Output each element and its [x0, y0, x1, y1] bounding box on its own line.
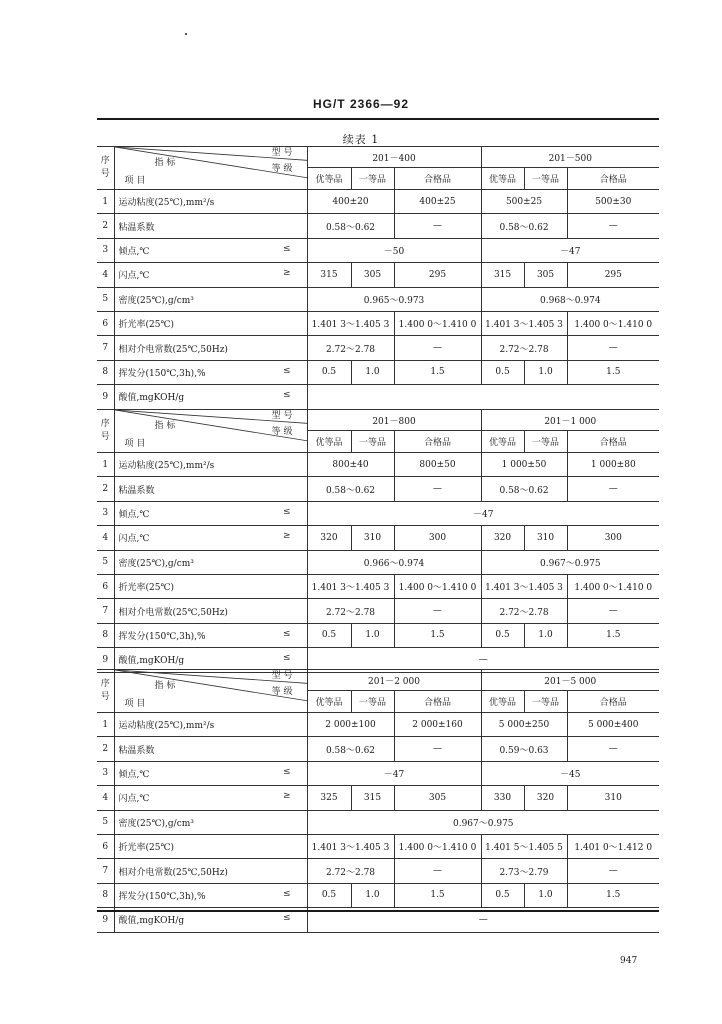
row-number: 6: [97, 834, 114, 858]
value-cell: 1.400 0～1.410 0: [394, 311, 481, 335]
value-cell: －47: [481, 238, 659, 262]
value-cell: 315: [481, 263, 524, 287]
item-name: 酸值,mgKOH/g: [118, 916, 185, 927]
seq-header: [97, 410, 114, 453]
model-header: 201－800: [307, 410, 481, 431]
value-cell: 305: [351, 263, 394, 287]
item-cell: [114, 810, 307, 834]
table-row: [97, 360, 659, 384]
value-cell: 1.5: [567, 623, 659, 647]
value-cell: 325: [307, 786, 351, 810]
item-name: 挥发分(150℃,3h),%: [118, 891, 206, 902]
item-cell: [114, 713, 307, 737]
value-cell: 1.401 3～1.405 3: [307, 574, 394, 598]
relation-symbol: ≥: [282, 268, 291, 279]
value-cell: 2 000±100: [307, 713, 394, 737]
table-row: [97, 526, 659, 550]
item-name: 密度(25℃),g/cm³: [118, 818, 194, 829]
item-name: 运动粘度(25℃),mm²/s: [118, 198, 215, 209]
model-header: 201－1 000: [481, 410, 659, 431]
value-cell: 1.0: [351, 623, 394, 647]
row-number: 1: [97, 453, 114, 477]
value-cell: 0.5: [307, 883, 351, 907]
value-cell: 310: [351, 526, 394, 550]
table-row: [97, 287, 659, 311]
item-cell: [114, 238, 307, 262]
row-number: 4: [97, 526, 114, 550]
table-row: [97, 214, 659, 238]
diagonal-header-cell: [114, 410, 307, 453]
value-cell: 1.0: [524, 360, 567, 384]
index-label: 指 标: [154, 681, 176, 691]
table-row: [97, 263, 659, 287]
value-cell: [307, 385, 659, 409]
document-header: HG/T 2366—92: [312, 97, 410, 111]
item-cell: [114, 526, 307, 550]
row-number: 7: [97, 599, 114, 623]
value-cell: 1.5: [394, 623, 481, 647]
table-caption: 续表 1: [342, 133, 380, 146]
value-cell: 320: [481, 526, 524, 550]
relation-symbol: ≤: [282, 888, 291, 899]
value-cell: 0.966～0.974: [307, 550, 481, 574]
value-cell: —: [567, 859, 659, 883]
value-cell: 0.5: [481, 883, 524, 907]
item-name: 相对介电常数(25℃,50Hz): [118, 867, 228, 878]
item-cell: [114, 501, 307, 525]
item-cell: [114, 453, 307, 477]
item-cell: [114, 477, 307, 501]
value-cell: 300: [394, 526, 481, 550]
value-cell: 0.967～0.975: [307, 810, 659, 834]
relation-symbol: ≥: [282, 791, 291, 802]
grade-header: 一等品: [524, 168, 567, 190]
value-cell: 1 000±80: [567, 453, 659, 477]
row-number: 2: [97, 737, 114, 761]
value-cell: 5 000±400: [567, 713, 659, 737]
item-label: 项 目: [124, 439, 146, 449]
value-cell: —: [394, 859, 481, 883]
item-cell: [114, 737, 307, 761]
grade-label: 等 级: [271, 687, 293, 697]
item-name: 相对介电常数(25℃,50Hz): [118, 344, 228, 355]
value-cell: —: [394, 336, 481, 360]
table-row: [97, 550, 659, 574]
item-cell: [114, 214, 307, 238]
item-name: 倾点,℃: [118, 246, 150, 257]
row-number: 8: [97, 360, 114, 384]
row-number: 2: [97, 477, 114, 501]
row-number: 3: [97, 761, 114, 785]
model-header: 201－5 000: [481, 670, 659, 691]
model-header: 201－400: [307, 147, 481, 168]
row-number: 4: [97, 786, 114, 810]
value-cell: 1.5: [567, 360, 659, 384]
value-cell: 2.72～2.78: [307, 599, 394, 623]
value-cell: 0.58～0.62: [307, 477, 394, 501]
item-name: 酸值,mgKOH/g: [118, 656, 185, 667]
seq-label-1: 序: [100, 419, 110, 429]
value-cell: 315: [351, 786, 394, 810]
value-cell: 1.400 0～1.410 0: [567, 574, 659, 598]
value-cell: 305: [524, 263, 567, 287]
table-row: [97, 737, 659, 761]
value-cell: 1 000±50: [481, 453, 567, 477]
value-cell: 500±25: [481, 190, 567, 214]
item-name: 密度(25℃),g/cm³: [118, 558, 194, 569]
value-cell: －45: [481, 761, 659, 785]
value-cell: —: [567, 737, 659, 761]
row-number: 4: [97, 263, 114, 287]
value-cell: 1.5: [394, 360, 481, 384]
value-cell: 320: [524, 786, 567, 810]
value-cell: 0.58～0.62: [481, 477, 567, 501]
row-number: 1: [97, 190, 114, 214]
value-cell: 500±30: [567, 190, 659, 214]
row-number: 1: [97, 713, 114, 737]
spec-table: [97, 146, 659, 410]
value-cell: —: [567, 336, 659, 360]
item-name: 运动粘度(25℃),mm²/s: [118, 461, 215, 472]
item-cell: [114, 834, 307, 858]
value-cell: 2.72～2.78: [307, 336, 394, 360]
relation-symbol: ≤: [282, 390, 291, 401]
value-cell: 315: [307, 263, 351, 287]
table-row: [97, 336, 659, 360]
table-row: [97, 883, 659, 907]
row-number: 9: [97, 385, 114, 409]
value-cell: 0.58～0.62: [307, 214, 394, 238]
row-number: 9: [97, 648, 114, 672]
value-cell: 800±50: [394, 453, 481, 477]
model-label: 型 号: [271, 148, 293, 158]
item-name: 折光率(25℃): [118, 583, 175, 594]
grade-header: 一等品: [351, 168, 394, 190]
item-name: 粘温系数: [118, 485, 155, 496]
item-name: 挥发分(150℃,3h),%: [118, 368, 206, 379]
row-number: 3: [97, 238, 114, 262]
seq-label-1: 序: [100, 679, 110, 689]
seq-label-2: 号: [100, 169, 110, 179]
value-cell: 2.72～2.78: [481, 599, 567, 623]
row-number: 5: [97, 810, 114, 834]
relation-symbol: ≤: [282, 653, 291, 664]
table-row: [97, 477, 659, 501]
value-cell: 1.0: [351, 883, 394, 907]
grade-header: 优等品: [307, 431, 351, 453]
value-cell: 1.400 0～1.410 0: [567, 311, 659, 335]
spec-table: [97, 409, 659, 673]
item-cell: [114, 311, 307, 335]
item-label: 项 目: [124, 699, 146, 709]
value-cell: 1.0: [524, 623, 567, 647]
item-name: 运动粘度(25℃),mm²/s: [118, 721, 215, 732]
item-cell: [114, 859, 307, 883]
scan-speck: [185, 33, 187, 35]
value-cell: 0.968～0.974: [481, 287, 659, 311]
table-row: [97, 501, 659, 525]
table-row: [97, 599, 659, 623]
row-number: 5: [97, 287, 114, 311]
item-name: 折光率(25℃): [118, 320, 175, 331]
item-cell: [114, 599, 307, 623]
item-cell: [114, 336, 307, 360]
value-cell: 5 000±250: [481, 713, 567, 737]
value-cell: 1.0: [351, 360, 394, 384]
value-cell: －50: [307, 238, 481, 262]
value-cell: 300: [567, 526, 659, 550]
value-cell: 1.401 3～1.405 3: [307, 311, 394, 335]
value-cell: —: [394, 599, 481, 623]
table-row: [97, 810, 659, 834]
item-name: 倾点,℃: [118, 509, 150, 520]
grade-header: 一等品: [524, 431, 567, 453]
value-cell: —: [567, 477, 659, 501]
bottom-rule: [97, 910, 659, 912]
row-number: 2: [97, 214, 114, 238]
table-row: [97, 623, 659, 647]
value-cell: 320: [307, 526, 351, 550]
item-cell: [114, 761, 307, 785]
item-name: 挥发分(150℃,3h),%: [118, 631, 206, 642]
relation-symbol: ≤: [282, 506, 291, 517]
value-cell: －47: [307, 761, 481, 785]
value-cell: 1.400 0～1.410 0: [394, 574, 481, 598]
table-row: [97, 238, 659, 262]
grade-header: 优等品: [481, 691, 524, 713]
value-cell: 1.400 0～1.410 0: [394, 834, 481, 858]
relation-symbol: ≤: [282, 766, 291, 777]
page-number: 947: [620, 956, 638, 966]
model-label: 型 号: [271, 411, 293, 421]
value-cell: 2.72～2.78: [307, 859, 394, 883]
value-cell: —: [307, 908, 659, 932]
relation-symbol: ≤: [282, 243, 291, 254]
row-number: 7: [97, 336, 114, 360]
value-cell: 0.58～0.62: [307, 737, 394, 761]
value-cell: 1.401 3～1.405 3: [481, 311, 567, 335]
table-row: [97, 311, 659, 335]
grade-header: 合格品: [567, 431, 659, 453]
value-cell: —: [567, 214, 659, 238]
item-cell: [114, 623, 307, 647]
item-name: 倾点,℃: [118, 769, 150, 780]
grade-header: 合格品: [394, 431, 481, 453]
grade-header: 优等品: [481, 168, 524, 190]
value-cell: 0.5: [307, 360, 351, 384]
item-name: 闪点,℃: [118, 534, 150, 545]
table-row: [97, 834, 659, 858]
value-cell: 0.59～0.63: [481, 737, 567, 761]
model-header: 201－500: [481, 147, 659, 168]
seq-label-2: 号: [100, 692, 110, 702]
index-label: 指 标: [154, 421, 176, 431]
grade-label: 等 级: [271, 164, 293, 174]
header-row: [97, 147, 659, 168]
value-cell: 0.58～0.62: [481, 214, 567, 238]
item-name: 粘温系数: [118, 745, 155, 756]
grade-header: 一等品: [351, 431, 394, 453]
item-cell: [114, 287, 307, 311]
table-row: [97, 859, 659, 883]
table-row: [97, 453, 659, 477]
value-cell: 1.0: [524, 883, 567, 907]
item-name: 酸值,mgKOH/g: [118, 393, 185, 404]
diagonal-header-cell: [114, 670, 307, 713]
item-cell: [114, 385, 307, 409]
header-row: [97, 670, 659, 691]
spec-table: [97, 669, 659, 933]
row-number: 8: [97, 623, 114, 647]
grade-label: 等 级: [271, 427, 293, 437]
table-row: [97, 761, 659, 785]
row-number: 5: [97, 550, 114, 574]
item-cell: [114, 574, 307, 598]
relation-symbol: ≤: [282, 365, 291, 376]
value-cell: —: [567, 599, 659, 623]
seq-label-2: 号: [100, 432, 110, 442]
table-row: [97, 574, 659, 598]
header-rule: [97, 118, 659, 120]
item-name: 闪点,℃: [118, 794, 150, 805]
model-label: 型 号: [271, 671, 293, 681]
item-name: 闪点,℃: [118, 271, 150, 282]
value-cell: 1.5: [394, 883, 481, 907]
seq-label-1: 序: [100, 156, 110, 166]
value-cell: —: [394, 737, 481, 761]
item-cell: [114, 550, 307, 574]
item-name: 折光率(25℃): [118, 843, 175, 854]
header-row: [97, 410, 659, 431]
value-cell: 1.401 3～1.405 3: [481, 574, 567, 598]
grade-header: 合格品: [567, 691, 659, 713]
relation-symbol: ≥: [282, 531, 291, 542]
diagonal-header-cell: [114, 147, 307, 190]
value-cell: 2.73～2.79: [481, 859, 567, 883]
value-cell: 400±20: [307, 190, 394, 214]
value-cell: 305: [394, 786, 481, 810]
row-number: 8: [97, 883, 114, 907]
grade-header: 合格品: [394, 168, 481, 190]
value-cell: 330: [481, 786, 524, 810]
value-cell: 2.72～2.78: [481, 336, 567, 360]
value-cell: 0.5: [481, 360, 524, 384]
grade-header: 一等品: [351, 691, 394, 713]
value-cell: —: [307, 648, 659, 672]
row-number: 3: [97, 501, 114, 525]
value-cell: 0.5: [481, 623, 524, 647]
item-name: 密度(25℃),g/cm³: [118, 295, 194, 306]
table-row: [97, 190, 659, 214]
value-cell: 2 000±160: [394, 713, 481, 737]
grade-header: 优等品: [307, 691, 351, 713]
relation-symbol: ≤: [282, 913, 291, 924]
grade-header: 优等品: [307, 168, 351, 190]
grade-header: 一等品: [524, 691, 567, 713]
row-number: 6: [97, 311, 114, 335]
value-cell: 0.5: [307, 623, 351, 647]
grade-header: 合格品: [394, 691, 481, 713]
model-header: 201－2 000: [307, 670, 481, 691]
value-cell: —: [394, 214, 481, 238]
value-cell: 1.401 0～1.412 0: [567, 834, 659, 858]
item-cell: [114, 190, 307, 214]
row-number: 9: [97, 908, 114, 932]
item-cell: [114, 786, 307, 810]
value-cell: 0.967～0.975: [481, 550, 659, 574]
index-label: 指 标: [154, 158, 176, 168]
value-cell: 1.401 3～1.405 3: [307, 834, 394, 858]
value-cell: 400±25: [394, 190, 481, 214]
value-cell: 310: [524, 526, 567, 550]
row-number: 7: [97, 859, 114, 883]
item-name: 相对介电常数(25℃,50Hz): [118, 607, 228, 618]
value-cell: —: [394, 477, 481, 501]
seq-header: [97, 147, 114, 190]
table-row: [97, 713, 659, 737]
relation-symbol: ≤: [282, 628, 291, 639]
grade-header: 优等品: [481, 431, 524, 453]
value-cell: 295: [567, 263, 659, 287]
value-cell: 310: [567, 786, 659, 810]
item-cell: [114, 263, 307, 287]
grade-header: 合格品: [567, 168, 659, 190]
value-cell: －47: [307, 501, 659, 525]
row-number: 6: [97, 574, 114, 598]
value-cell: 800±40: [307, 453, 394, 477]
value-cell: 0.965～0.973: [307, 287, 481, 311]
item-name: 粘温系数: [118, 222, 155, 233]
table-row: [97, 786, 659, 810]
item-cell: [114, 883, 307, 907]
seq-header: [97, 670, 114, 713]
item-label: 项 目: [124, 176, 146, 186]
value-cell: 1.5: [567, 883, 659, 907]
table-row: [97, 385, 659, 409]
value-cell: 295: [394, 263, 481, 287]
item-cell: [114, 360, 307, 384]
value-cell: 1.401 5～1.405 5: [481, 834, 567, 858]
